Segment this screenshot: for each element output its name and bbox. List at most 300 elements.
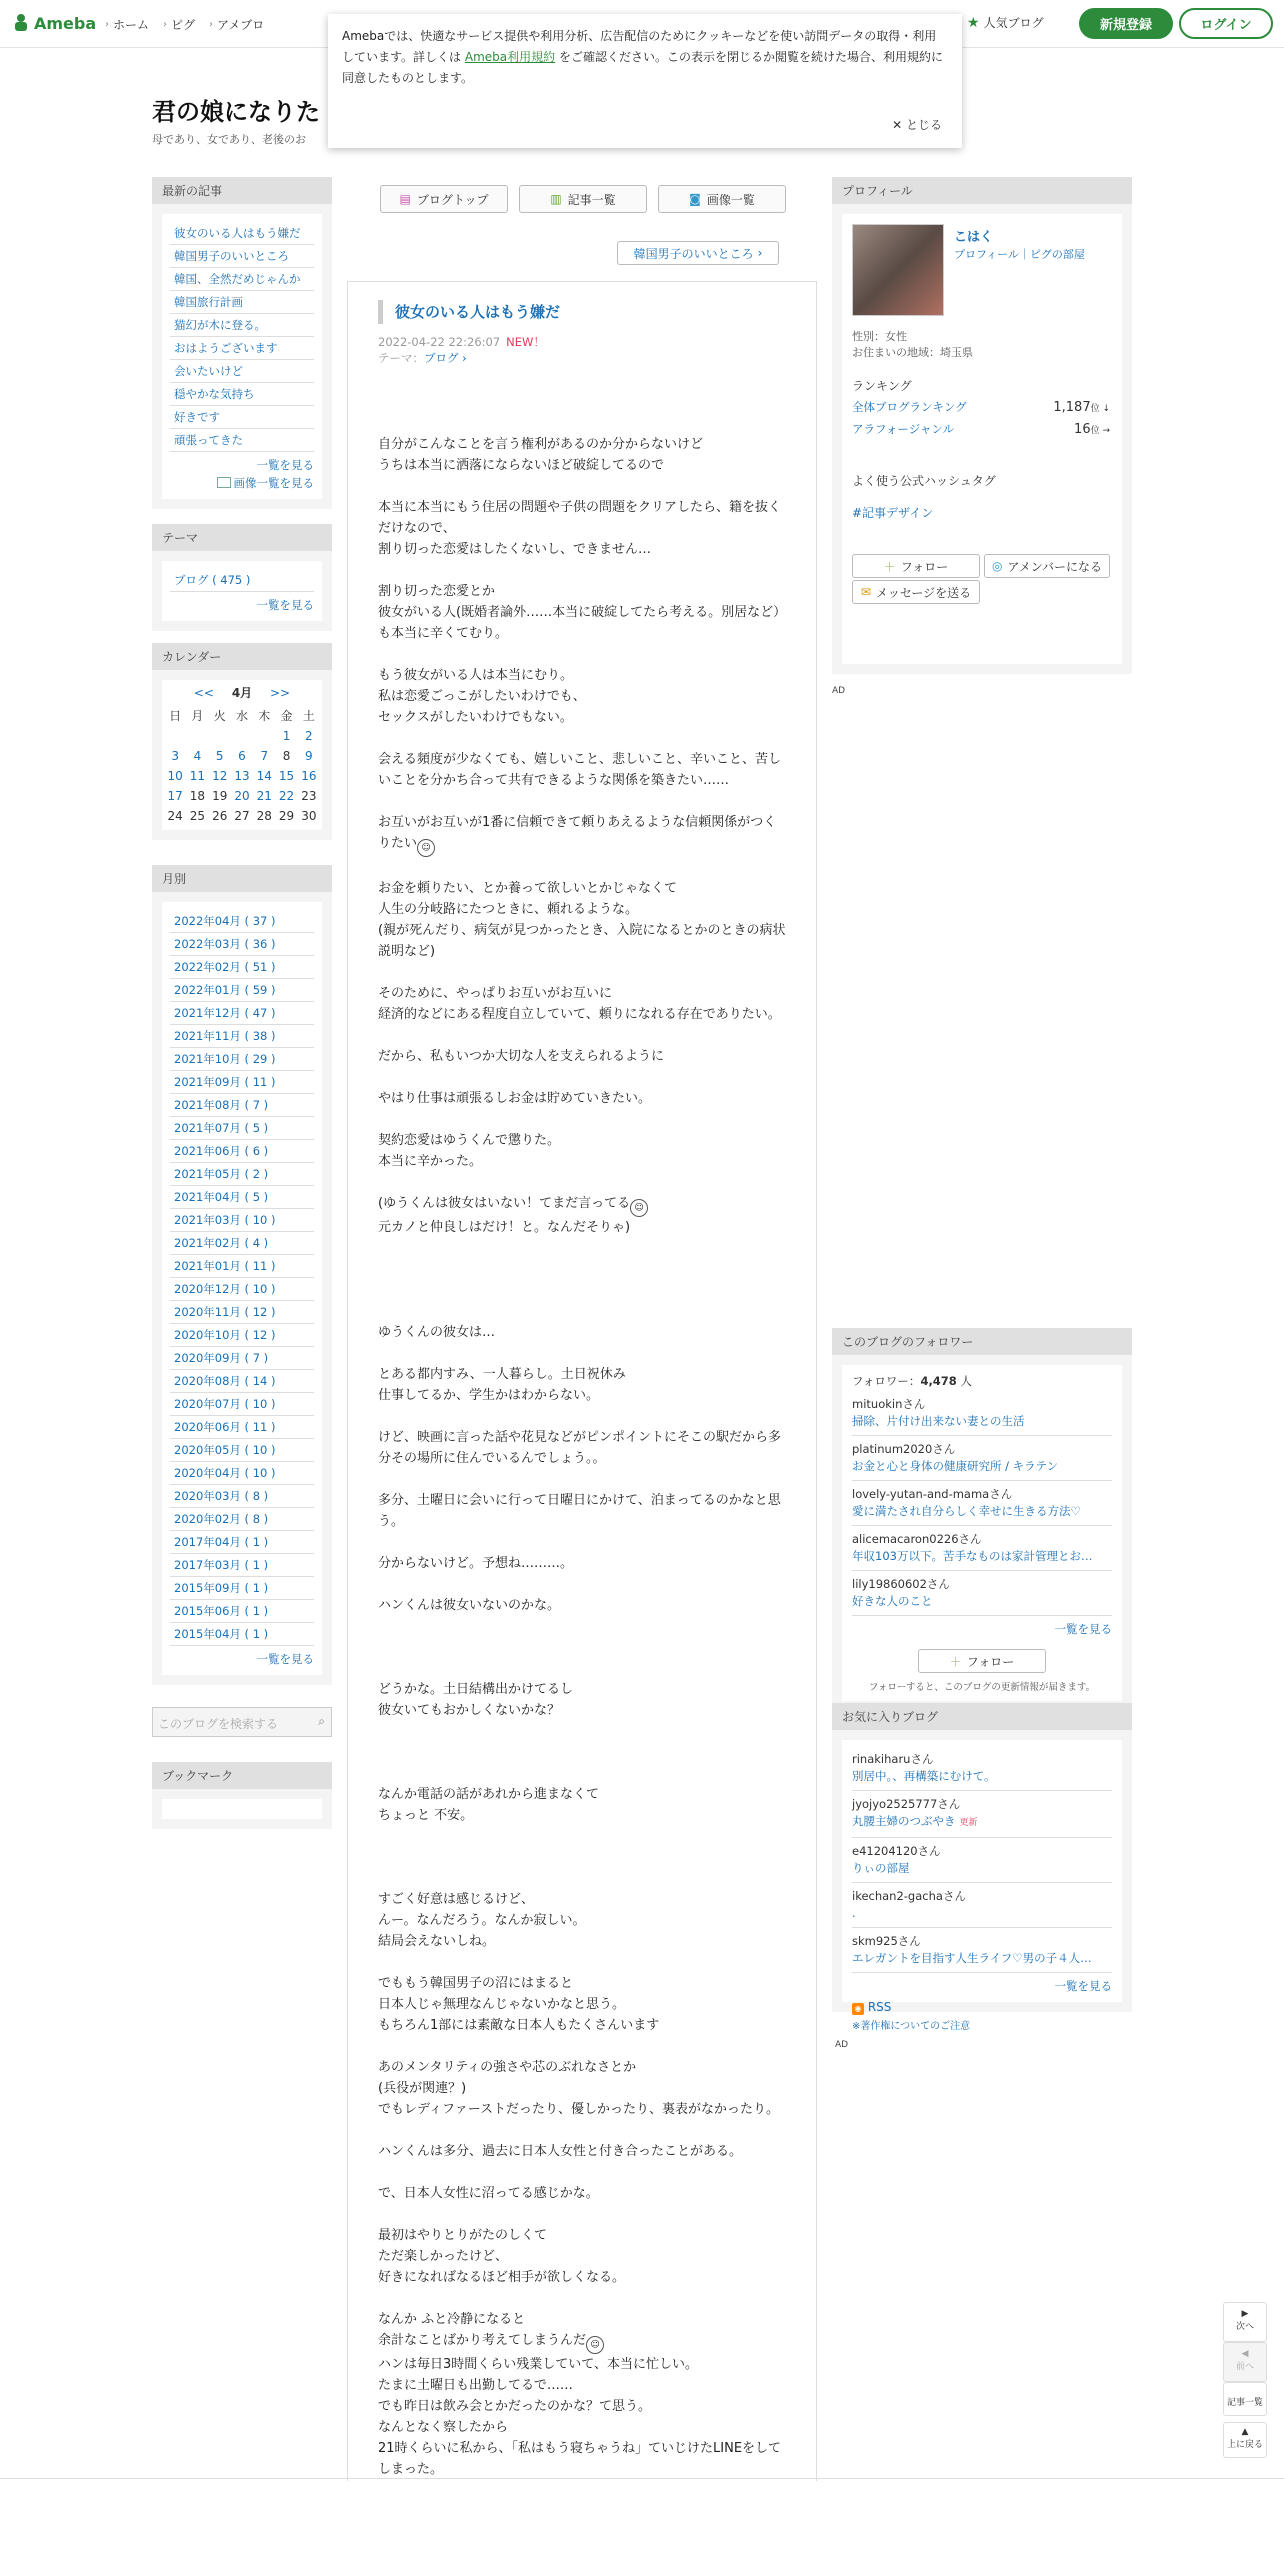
article-paragraph (378, 1364, 786, 1406)
footer-divider (0, 2478, 1284, 2479)
favorites-list (852, 1746, 1112, 1973)
calendar-day[interactable]: 11 (189, 769, 206, 783)
article-line: ちょっと 不安。 (378, 1808, 474, 1823)
archive-link[interactable]: 2021年03月 ( 10 ) (174, 1213, 276, 1227)
follow-button-2[interactable] (918, 1649, 1046, 1673)
article-paragraph (378, 1847, 786, 1868)
article-line: なんか ふと冷静になると (378, 2312, 526, 2327)
article-line: (ゆうくんは彼女はいない！てまだ言ってる (378, 1196, 631, 1211)
archive-item[interactable] (170, 1531, 314, 1554)
blog-description: 母であり、女であり、老後のお (152, 133, 306, 146)
top-tool-label: 上に戻る (1226, 2440, 1263, 2450)
article-line: ゆうくんの彼女は… (378, 1325, 496, 1340)
calendar-weekday: 木 (258, 709, 271, 723)
follower-item[interactable] (852, 1526, 1112, 1571)
calendar-prev[interactable]: << (193, 686, 214, 700)
favorite-item[interactable] (852, 1838, 1112, 1883)
favorite-user[interactable]: rinakiharuさん (852, 1752, 934, 1766)
article-paragraph (378, 2141, 786, 2162)
terms-link[interactable]: Ameba利用規約 (464, 50, 556, 64)
article-paragraph (378, 1259, 786, 1301)
calendar-box (152, 643, 332, 840)
article-line: (親が死んだり、病気が見つかったとき、入院になるとかのときの病状説明など) (378, 923, 786, 959)
archive-link[interactable]: 2021年11月 ( 38 ) (174, 1029, 276, 1043)
back-to-top-tool[interactable] (1223, 2422, 1267, 2458)
calendar-day[interactable]: 3 (171, 749, 179, 763)
favorite-blog-link[interactable]: 丸腰主婦のつぶやき (852, 1814, 956, 1828)
calendar-day[interactable]: 14 (256, 769, 272, 783)
follower-blog-link[interactable]: 掃除、片付け出来ない妻との生活 (852, 1414, 1025, 1428)
archive-item[interactable] (170, 1140, 314, 1163)
favorite-item[interactable] (852, 1883, 1112, 1928)
article-paragraph (378, 983, 786, 1025)
archive-item[interactable] (170, 1393, 314, 1416)
message-button[interactable] (852, 580, 980, 604)
article-line: けど、映画に言った話や花見などがピンポイントにそこの駅だから多分その場所に住んでいるんでしょう。。 (378, 1430, 782, 1466)
favorite-user[interactable]: e41204120さん (852, 1844, 941, 1858)
archive-link[interactable]: 2021年07月 ( 5 ) (174, 1121, 269, 1135)
recent-article-item[interactable] (170, 383, 314, 406)
archive-item[interactable] (170, 1048, 314, 1071)
image-icon (217, 477, 231, 488)
article-paragraph (378, 1322, 786, 1343)
archive-link[interactable]: 2020年08月 ( 14 ) (174, 1374, 276, 1388)
article-list-tool[interactable] (1223, 2382, 1267, 2416)
archive-item[interactable] (170, 1508, 314, 1531)
login-button[interactable]: ログイン (1179, 8, 1273, 39)
recent-article-link[interactable]: 韓国旅行計画 (174, 295, 243, 309)
article-paragraph (378, 1088, 786, 1109)
calendar-day[interactable]: 1 (282, 729, 291, 743)
calendar-day: 25 (189, 809, 206, 823)
theme-item-blog[interactable]: ブログ ( 475 ) (174, 573, 251, 587)
theme-head: テーマ (152, 524, 332, 551)
article-line: 本当に辛かった。 (378, 1154, 483, 1169)
calendar-day[interactable]: 10 (167, 769, 183, 783)
archive-item[interactable] (170, 979, 314, 1002)
calendar-day[interactable]: 22 (278, 789, 295, 803)
cookie-close-button[interactable] (892, 115, 942, 136)
article-theme-link[interactable]: ブログ (424, 351, 459, 365)
article-line: 多分、土曜日に会いに行って日曜日にかけて、泊まってるのかなと思う。 (378, 1493, 781, 1529)
chevron-right-icon: › (105, 19, 109, 30)
archive-link[interactable]: 2021年09月 ( 11 ) (174, 1075, 276, 1089)
article-line: セックスがしたいわけでもない。 (378, 710, 573, 725)
next-article-label: 韓国男子のいいところ (633, 246, 754, 261)
article-line: だから、私もいつか大切な人を支えられるように (378, 1049, 665, 1064)
archive-link[interactable]: 2021年08月 ( 7 ) (174, 1098, 269, 1112)
recent-article-link[interactable]: 猫幻が木に登る。 (174, 318, 266, 332)
follow-button[interactable] (852, 554, 980, 578)
recent-articles-box (152, 177, 332, 509)
article-line: 彼女いてもおかしくないかな？ (378, 1703, 561, 1718)
archive-link[interactable]: 2020年04月 ( 10 ) (174, 1466, 276, 1480)
register-button[interactable]: 新規登録 (1079, 8, 1173, 39)
archive-item[interactable] (170, 1347, 314, 1370)
recent-article-link[interactable]: 韓国男子のいいところ (174, 249, 289, 263)
follower-user[interactable]: alicemacaron0226さん (852, 1532, 982, 1546)
recent-article-item[interactable] (170, 314, 314, 337)
recent-article-link[interactable]: 彼女のいる人はもう嫌だ (174, 226, 301, 240)
article-line: 本当に本当にもう住居の問題や子供の問題をクリアしたら、籍を抜くだけなので、 (378, 500, 782, 536)
calendar-month: 4月 (231, 686, 253, 700)
tab-image-list[interactable] (658, 185, 786, 213)
overall-ranking-link[interactable]: 全体ブログランキング (852, 400, 967, 414)
article-line: 余計なことばかり考えてしまうんだ (378, 2333, 587, 2348)
calendar-day (186, 726, 208, 746)
follower-user[interactable]: lovely-yutan-and-mamaさん (852, 1487, 1013, 1501)
archive-item[interactable] (170, 1209, 314, 1232)
article-line: そのために、やっぱりお互いがお互いに (378, 986, 613, 1001)
search-placeholder: このブログを検索する (158, 1717, 279, 1731)
archive-item[interactable] (170, 1117, 314, 1140)
archive-item[interactable] (170, 1416, 314, 1439)
recent-article-item[interactable] (170, 429, 314, 452)
list-tool-label: 記事一覧 (1226, 2398, 1263, 2408)
recent-article-item[interactable] (170, 245, 314, 268)
blog-tabs (380, 185, 786, 213)
favorite-blog-link[interactable]: . (852, 1906, 856, 1920)
article-line: 割り切った恋愛とか (378, 584, 496, 599)
follower-blog-link[interactable]: 愛に満たされ自分らしく幸せに生きる方法♡ (852, 1504, 1081, 1518)
calendar-day[interactable]: 12 (212, 769, 228, 783)
archive-item[interactable] (170, 1232, 314, 1255)
article-line: 仕事してるか、学生かはわからない。 (378, 1388, 600, 1403)
article-line: 自分がこんなことを言う権利があるのか分からないけど (378, 437, 704, 452)
article-paragraph (378, 1637, 786, 1658)
ameba-logo[interactable] (12, 13, 96, 33)
calendar-day: 24 (167, 809, 183, 823)
recent-article-item[interactable] (170, 222, 314, 245)
hashtag-head: よく使う公式ハッシュタグ (852, 474, 996, 488)
archive-item[interactable] (170, 1623, 314, 1646)
calendar-day (164, 726, 186, 746)
follower-blog-link[interactable]: お金と心と身体の健康研究所 / キラテン (852, 1459, 1059, 1473)
profile-gender: 性別：女性 (852, 330, 907, 343)
calendar-day[interactable]: 20 (234, 789, 250, 803)
article-line: 人生の分岐路にたつときに、頼れるような。 (378, 902, 639, 917)
profile-box (832, 177, 1132, 696)
follow-label: フォロー (900, 559, 949, 574)
next-article-tool[interactable] (1223, 2302, 1267, 2342)
favorites-head: お気に入りブログ (832, 1703, 1132, 1730)
ranking-head: ランキング (852, 379, 912, 393)
archive-item[interactable] (170, 1094, 314, 1117)
archive-more-link[interactable]: 一覧を見る (256, 1652, 314, 1666)
calendar-weekday: 土 (302, 709, 315, 723)
top-nav (105, 16, 264, 33)
archive-link[interactable]: 2015年04月 ( 1 ) (174, 1627, 269, 1641)
article-paragraph (378, 878, 786, 962)
archive-item[interactable] (170, 1186, 314, 1209)
calendar-day[interactable]: 6 (238, 749, 246, 763)
article-paragraph (378, 1130, 786, 1172)
favorites-more-link[interactable]: 一覧を見る (1054, 1979, 1112, 1993)
favorite-user[interactable]: ikechan2-gachaさん (852, 1889, 966, 1903)
article-paragraph (378, 1889, 786, 1952)
recent-article-item[interactable] (170, 360, 314, 383)
recent-article-link[interactable]: 頑張ってきた (174, 433, 243, 447)
overall-rank-unit: 位 ↓ (1090, 404, 1110, 414)
emoji-icon: ☺ (586, 2336, 604, 2354)
calendar-table (164, 705, 320, 826)
recent-article-item[interactable] (170, 406, 314, 429)
archive-item[interactable] (170, 1600, 314, 1623)
cookie-text-2: をご確認ください。この表示を閉じるか閲覧を続けた場合、利用規約に同意したものとします。 (342, 50, 943, 85)
prev-article-tool[interactable] (1223, 2342, 1267, 2382)
recent-more-link[interactable]: 一覧を見る (256, 458, 314, 472)
archive-link[interactable]: 2021年06月 ( 6 ) (174, 1144, 269, 1158)
follower-blog-link[interactable]: 年収103万以下。苦手なものは家計管理とお… (852, 1549, 1093, 1563)
archive-item[interactable] (170, 1163, 314, 1186)
calendar-day (253, 726, 275, 746)
popular-blog-link[interactable] (967, 14, 1044, 31)
copyright-note-link[interactable]: ※著作権についてのご注意 (852, 2021, 971, 2032)
article-line: 元カノと仲良しはだけ！と。なんだそりゃ) (378, 1220, 631, 1235)
calendar-day[interactable]: 13 (234, 769, 250, 783)
calendar-day: 23 (301, 789, 317, 803)
archive-item[interactable] (170, 956, 314, 979)
calendar-weekday: 月 (191, 709, 204, 723)
archive-link[interactable]: 2015年06月 ( 1 ) (174, 1604, 269, 1618)
article-line: 結局会えないしね。 (378, 1934, 496, 1949)
archive-link[interactable]: 2020年10月 ( 12 ) (174, 1328, 276, 1342)
archive-link[interactable]: 2020年05月 ( 10 ) (174, 1443, 276, 1457)
blog-search-input[interactable] (152, 1707, 332, 1737)
star-icon: ★ (967, 14, 980, 31)
favorite-item[interactable] (852, 1791, 1112, 1838)
article-line: あのメンタリティの強さや芯のぶれなさとか (378, 2060, 637, 2075)
favorite-user[interactable]: jyojyo2525777さん (852, 1797, 961, 1811)
archive-link[interactable]: 2022年01月 ( 59 ) (174, 983, 276, 997)
search-icon[interactable]: ⌕ (318, 1714, 325, 1728)
article-line: 私は恋愛ごっこがしたいわけでも、 (378, 689, 586, 704)
bookmark-box (152, 1762, 332, 1829)
calendar-day[interactable]: 15 (278, 769, 295, 783)
archive-link[interactable]: 2021年02月 ( 4 ) (174, 1236, 269, 1250)
archive-link[interactable]: 2022年04月 ( 37 ) (174, 914, 276, 928)
archive-link[interactable]: 2020年02月 ( 8 ) (174, 1512, 269, 1526)
nav-ameblo[interactable] (209, 16, 264, 33)
calendar-day (209, 726, 231, 746)
calendar-weekday: 水 (235, 709, 248, 723)
chevron-right-icon: › (458, 351, 467, 365)
overall-rank-value: 1,187 (1053, 400, 1091, 415)
recent-article-item[interactable] (170, 337, 314, 360)
archive-item[interactable] (170, 1554, 314, 1577)
recent-article-link[interactable]: おはようございます (174, 341, 278, 355)
archive-item[interactable] (170, 1002, 314, 1025)
profile-avatar[interactable] (852, 224, 944, 316)
archive-link[interactable]: 2022年02月 ( 51 ) (174, 960, 276, 974)
calendar-day[interactable]: 16 (301, 769, 317, 783)
archive-link[interactable]: 2020年11月 ( 12 ) (174, 1305, 276, 1319)
article-line: でもレディファーストだったり、優しかったり、裏表がなかったり。 (378, 2102, 780, 2117)
favorite-item[interactable] (852, 1746, 1112, 1791)
profile-head: プロフィール (832, 177, 1132, 204)
favorite-item[interactable] (852, 1928, 1112, 1973)
article-paragraph (378, 1046, 786, 1067)
article-line: で、日本人女性に沼ってる感じかな。 (378, 2186, 599, 2201)
article-paragraph (378, 1490, 786, 1532)
archive-link[interactable]: 2021年10月 ( 29 ) (174, 1052, 276, 1066)
article-line: 最初はやりとりがたのしくて (378, 2228, 548, 2243)
archive-link[interactable]: 2021年04月 ( 5 ) (174, 1190, 269, 1204)
calendar-weekday: 火 (213, 709, 226, 723)
calendar-day: 26 (212, 809, 228, 823)
calendar-day: 8 (282, 749, 291, 763)
nav-pigg[interactable] (163, 16, 195, 33)
archive-link[interactable]: 2021年05月 ( 2 ) (174, 1167, 269, 1181)
archive-item[interactable] (170, 1278, 314, 1301)
archive-item[interactable] (170, 933, 314, 956)
calendar-day[interactable]: 9 (305, 749, 313, 763)
followers-box (832, 1328, 1132, 1711)
archive-list (170, 910, 314, 1646)
nav-home[interactable] (105, 16, 149, 33)
calendar-head: カレンダー (152, 643, 332, 670)
archive-item[interactable] (170, 1255, 314, 1278)
follower-count-unit: 人 (960, 1374, 972, 1388)
archive-item[interactable] (170, 1370, 314, 1393)
rss-icon: ◉ (852, 2003, 864, 2015)
favorite-blog-link[interactable]: りぃの部屋 (852, 1861, 910, 1875)
archive-item[interactable] (170, 1439, 314, 1462)
favorites-box (832, 1703, 1132, 2012)
article-title[interactable]: 彼女のいる人はもう嫌だ (378, 300, 786, 324)
calendar-weekday: 金 (280, 709, 293, 723)
archive-item[interactable] (170, 1025, 314, 1048)
article-paragraph (378, 749, 786, 791)
profile-name[interactable]: こはく (954, 230, 994, 245)
tab-image-list-label: 画像一覧 (706, 192, 755, 207)
calendar-day[interactable]: 2 (305, 729, 313, 743)
ad-label: AD (832, 686, 846, 696)
article-line: ただ楽しかったけど、 (378, 2249, 509, 2264)
follower-item[interactable] (852, 1481, 1112, 1526)
recent-article-link[interactable]: 会いたいけど (174, 364, 243, 378)
article-line: ハンくんは彼女いないのかな。 (378, 1598, 561, 1613)
follow-label-2: フォロー (966, 1654, 1015, 1669)
hashtag-link[interactable]: #記事デザイン (852, 506, 934, 520)
archive-item[interactable] (170, 910, 314, 933)
archive-link[interactable]: 2020年09月 ( 7 ) (174, 1351, 269, 1365)
article-paragraph (378, 2183, 786, 2204)
archive-item[interactable] (170, 1324, 314, 1347)
article-paragraph (378, 1973, 786, 2036)
recent-article-link[interactable]: 好きです (174, 410, 220, 424)
article-line: 21時くらいに私から、「私はもう寝ちゃうね」ていじけたLINEをしてしまった。 (378, 2441, 782, 2477)
article-line: 彼女がいる人(既婚者論外……本当に破綻してたら考える。別居など）も本当に辛くてむり。 (378, 605, 780, 641)
archive-link[interactable]: 2021年12月 ( 47 ) (174, 1006, 276, 1020)
article-line: とある都内すみ、一人暮らし。土日祝休み (378, 1367, 626, 1382)
rss-link[interactable]: RSS (867, 2000, 892, 2014)
follower-item[interactable] (852, 1571, 1112, 1616)
calendar-weekday: 日 (169, 709, 182, 723)
archive-link[interactable]: 2020年12月 ( 10 ) (174, 1282, 276, 1296)
follower-item[interactable] (852, 1391, 1112, 1436)
archive-item[interactable] (170, 1485, 314, 1508)
genre-rank-value: 16 (1074, 422, 1091, 437)
message-label: メッセージを送る (875, 585, 972, 600)
follower-list (852, 1391, 1112, 1616)
article-paragraph (378, 665, 786, 728)
archive-link[interactable]: 2017年03月 ( 1 ) (174, 1558, 269, 1572)
article-line: でも昨日は飲み会とかだったのかな？て思う。 (378, 2399, 652, 2414)
theme-more-link[interactable]: 一覧を見る (256, 598, 314, 612)
archive-link[interactable]: 2021年01月 ( 11 ) (174, 1259, 276, 1273)
archive-link[interactable]: 2020年07月 ( 10 ) (174, 1397, 276, 1411)
archive-item[interactable] (170, 1462, 314, 1485)
emoji-icon: ☺ (417, 839, 435, 857)
blog-title[interactable]: 君の娘になりた (152, 97, 320, 126)
recent-article-item[interactable] (170, 291, 314, 314)
follower-blog-link[interactable]: 好きな人のこと (852, 1594, 933, 1608)
follow-note: フォローすると、このブログの更新情報が届きます。 (868, 1682, 1096, 1693)
calendar-day[interactable]: 7 (260, 749, 269, 763)
archive-link[interactable]: 2020年06月 ( 11 ) (174, 1420, 276, 1434)
follower-user[interactable]: mituokinさん (852, 1397, 926, 1411)
amember-button[interactable] (984, 554, 1110, 578)
next-tool-label: 次へ (1235, 2322, 1254, 2332)
article-paragraph (378, 497, 786, 560)
calendar-day[interactable]: 4 (193, 749, 202, 763)
calendar-next[interactable]: >> (270, 686, 291, 700)
calendar-day[interactable]: 5 (215, 749, 224, 763)
article-paragraph (378, 1742, 786, 1763)
article-list-icon: ▥ (550, 192, 562, 206)
archive-link[interactable]: 2020年03月 ( 8 ) (174, 1489, 269, 1503)
recent-article-item[interactable] (170, 268, 314, 291)
calendar-day: 18 (189, 789, 206, 803)
genre-ranking-link[interactable]: アラフォージャンル (852, 422, 955, 436)
tab-article-list[interactable] (519, 185, 647, 213)
follower-user[interactable]: platinum2020さん (852, 1442, 956, 1456)
article-line: すごく好意は感じるけど、 (378, 1892, 535, 1907)
calendar-day (231, 726, 253, 746)
tab-article-list-label: 記事一覧 (567, 192, 616, 207)
archive-link[interactable]: 2017年04月 ( 1 ) (174, 1535, 269, 1549)
article-line: 好きになればなるほど相手が欲しくなる。 (378, 2270, 626, 2285)
recent-article-link[interactable]: 穏やかな気持ち (174, 387, 255, 401)
prev-tool-label: 前へ (1235, 2362, 1254, 2372)
archive-link[interactable]: 2015年09月 ( 1 ) (174, 1581, 269, 1595)
calendar-day[interactable]: 21 (256, 789, 272, 803)
archive-link[interactable]: 2022年03月 ( 36 ) (174, 937, 276, 951)
followers-more-link[interactable]: 一覧を見る (1054, 1622, 1112, 1636)
follower-user[interactable]: lily19860602さん (852, 1577, 950, 1591)
plus-icon: ＋ (883, 559, 896, 574)
profile-links[interactable]: プロフィール｜ピグの部屋 (954, 248, 1085, 261)
follower-item[interactable] (852, 1436, 1112, 1481)
recent-article-link[interactable]: 韓国、全然だめじゃんか (174, 272, 301, 286)
archive-item[interactable] (170, 1577, 314, 1600)
recent-head: 最新の記事 (152, 177, 332, 204)
favorite-blog-link[interactable]: 別居中。、再構築にむけて。 (852, 1769, 996, 1783)
next-article-link[interactable] (617, 241, 779, 265)
article-paragraph (378, 2057, 786, 2120)
calendar-day[interactable]: 17 (167, 789, 183, 803)
archive-item[interactable] (170, 1071, 314, 1094)
tab-blog-top[interactable] (380, 185, 508, 213)
favorite-blog-link[interactable]: エレガントを目指す人生ライフ♡男の子４人… (852, 1951, 1092, 1965)
archive-item[interactable] (170, 1301, 314, 1324)
article-paragraph (378, 1679, 786, 1721)
article-paragraph (378, 434, 786, 476)
image-list-link[interactable]: 画像一覧を見る (233, 476, 314, 490)
cookie-text: Amebaでは、快適なサービス提供や利用分析、広告配信のためにクッキーなどを使い訪問データの取得・利用しています。詳しくは (342, 29, 937, 64)
favorite-user[interactable]: skm925さん (852, 1934, 921, 1948)
